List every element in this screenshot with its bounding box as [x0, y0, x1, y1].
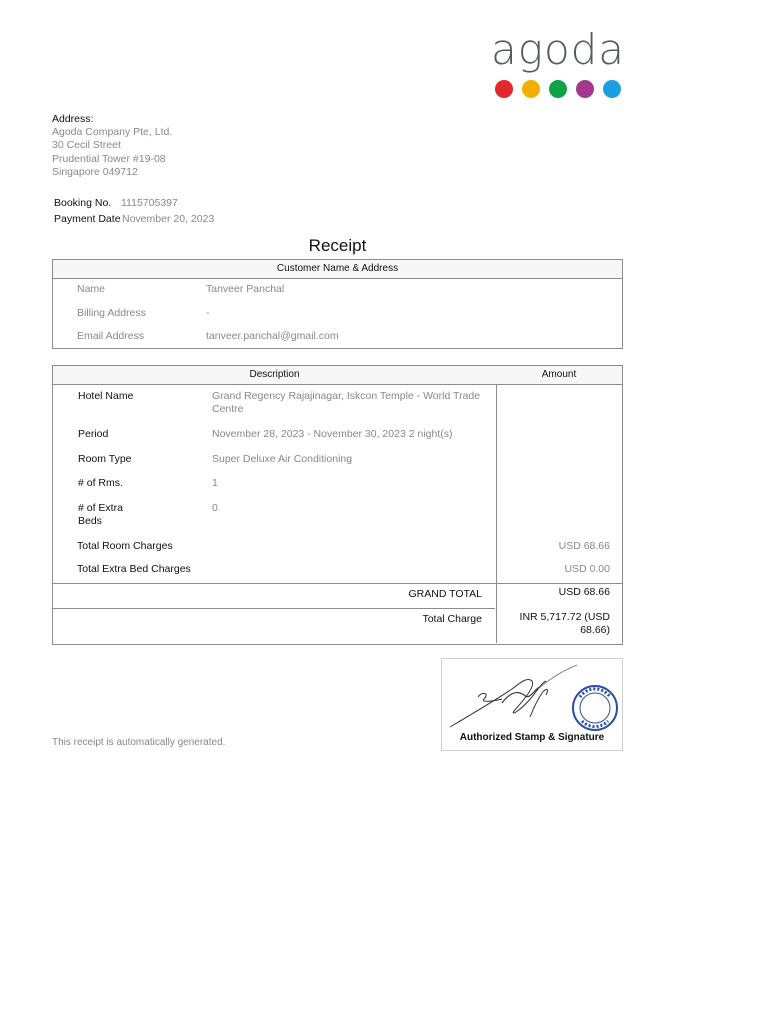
charges-box — [52, 365, 623, 645]
grand-total-label: GRAND TOTAL — [408, 588, 482, 600]
agoda-logo: agoda — [491, 25, 626, 74]
email-label: Email Address — [77, 330, 145, 342]
total-extra-bed-label: Total Extra Bed Charges — [77, 563, 191, 575]
address-label: Address: — [52, 113, 94, 125]
payment-date-value: November 20, 2023 — [122, 212, 215, 225]
address-line: Prudential Tower #19-08 — [52, 152, 166, 165]
footer-note: This receipt is automatically generated. — [52, 737, 226, 748]
hotel-name-label: Hotel Name — [78, 390, 134, 402]
totals-column-divider — [496, 583, 497, 643]
total-charge-divider — [53, 608, 495, 609]
logo-dot-blue — [603, 80, 621, 98]
logo-dot-red — [495, 80, 513, 98]
total-extra-bed-value: USD 0.00 — [564, 563, 610, 575]
total-charge-label: Total Charge — [422, 613, 482, 625]
email-value: tanveer.panchal@gmail.com — [206, 330, 339, 342]
customer-box — [52, 259, 623, 349]
rooms-label: # of Rms. — [78, 477, 123, 489]
grand-total-divider — [53, 583, 622, 584]
address-line: Singapore 049712 — [52, 165, 138, 178]
receipt-title: Receipt — [308, 236, 367, 255]
extra-beds-label: # of Extra Beds — [78, 502, 123, 527]
payment-date-label: Payment Date — [54, 212, 121, 225]
address-line: 30 Cecil Street — [52, 139, 121, 152]
rooms-value: 1 — [212, 477, 218, 489]
logo-dots — [495, 80, 621, 98]
hotel-name-value: Grand Regency Rajajinagar, Iskcon Temple - World Trade Centre — [212, 390, 481, 415]
billing-address-value: - — [206, 307, 210, 319]
column-divider — [496, 384, 497, 587]
address-line: Agoda Company Pte, Ltd. — [52, 126, 173, 139]
total-room-charges-label: Total Room Charges — [77, 540, 173, 552]
billing-address-label: Billing Address — [77, 307, 146, 319]
booking-no-value: 1115705397 — [121, 197, 178, 209]
booking-info — [54, 195, 214, 226]
logo-dot-green — [549, 80, 567, 98]
extra-beds-value: 0 — [212, 502, 218, 514]
room-type-value: Super Deluxe Air Conditioning — [212, 453, 353, 465]
signature-image — [442, 659, 622, 734]
customer-name-value: Tanveer Panchal — [206, 283, 285, 295]
total-charge-value: INR 5,717.72 (USD 68.66) — [519, 611, 610, 636]
booking-no-label: Booking No. — [54, 197, 112, 209]
period-label: Period — [78, 428, 109, 440]
amount-header: Amount — [496, 366, 622, 385]
logo-dot-yellow — [522, 80, 540, 98]
total-room-charges-value: USD 68.66 — [558, 540, 610, 552]
company-address — [52, 113, 172, 179]
grand-total-value: USD 68.66 — [558, 586, 610, 598]
room-type-label: Room Type — [78, 453, 132, 465]
stamp-label: Authorized Stamp & Signature — [459, 732, 605, 743]
period-value: November 28, 2023 - November 30, 2023 2 night(s) — [212, 428, 453, 440]
stamp-signature-box — [441, 658, 623, 751]
logo-dot-purple — [576, 80, 594, 98]
customer-header: Customer Name & Address — [53, 260, 622, 279]
customer-name-label: Name — [77, 283, 106, 295]
description-header: Description — [53, 366, 497, 385]
